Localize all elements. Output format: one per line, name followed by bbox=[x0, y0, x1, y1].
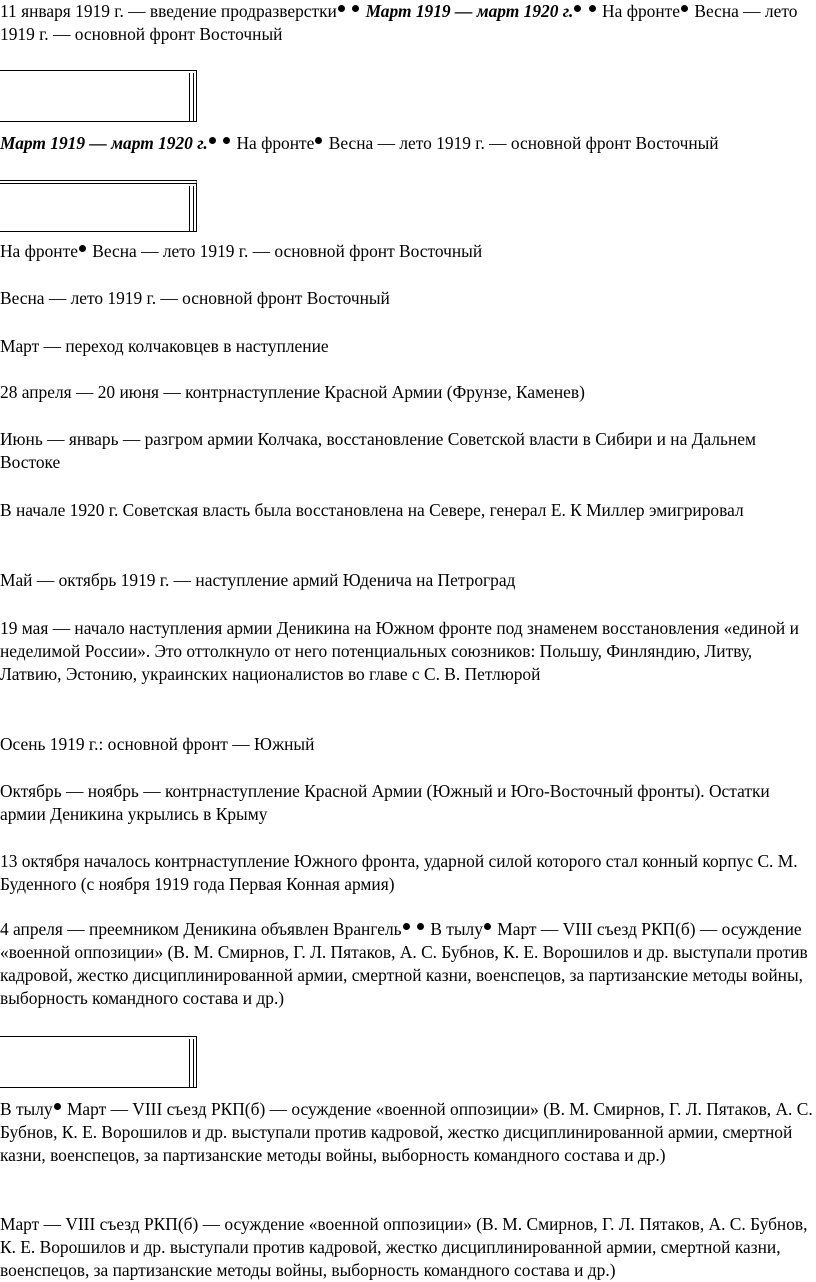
paragraph: В начале 1920 г. Советская власть была восстановлена на Севере, генерал Е. К Миллер эмигрировал bbox=[0, 500, 744, 520]
diagram-box bbox=[0, 180, 197, 232]
bullet-icon bbox=[54, 1103, 61, 1110]
paragraph: 19 мая — начало наступления армии Деникина на Южном фронте под знаменем восстановления «единой и неделимой России». Это оттолкнуло от него потенциальных союзников: Польшу, Финляндию, Литву, Латвию, Эстонию, украинских националистов во главе с С. В. Петлюрой bbox=[0, 618, 799, 684]
paragraph: Осень 1919 г.: основной фронт — Южный bbox=[0, 734, 315, 754]
bullet-icon bbox=[352, 5, 359, 12]
bullet-icon bbox=[417, 923, 424, 930]
bullet-icon bbox=[484, 923, 491, 930]
header-line-2: Март 1919 — март 1920 г. На фронте Весна — лето 1919 г. — основной фронт Восточный bbox=[0, 133, 719, 153]
paragraph: Весна — лето 1919 г. — основной фронт Восточный bbox=[0, 288, 390, 308]
paragraph: 4 апреля — преемником Деникина объявлен Врангель В тылу Март — VIII съезд РКП(б) — осуждение «военной оппозиции» (В. М. Смирнов, Г. Л. Пятаков, А. С. Бубнов, К. Е. Ворошилов и др. выступали против кадровой, жестко дисциплинированной армии, смертной казни, военспецов, за партизанские методы войны, выборность командного состава и др.) bbox=[0, 919, 808, 1008]
paragraph: Октябрь — ноябрь — контрнаступление Красной Армии (Южный и Юго-Восточный фронты). Остатки армии Деникина укрылись в Крыму bbox=[0, 781, 770, 824]
paragraph: В тылу Март — VIII съезд РКП(б) — осуждение «военной оппозиции» (В. М. Смирнов, Г. Л. Пятаков, А. С. Бубнов, К. Е. Ворошилов и др. выступали против кадровой, жестко дисциплинированной армии, смертной казни, военспецов, за партизанские методы войны, выборность командного состава и др.) bbox=[0, 1099, 813, 1165]
bullet-icon bbox=[315, 137, 322, 144]
bullet-icon bbox=[223, 137, 230, 144]
diagram-box bbox=[0, 1036, 197, 1088]
paragraph: Июнь — январь — разгром армии Колчака, восстановление Советской власти в Сибири и на Дальнем Востоке bbox=[0, 429, 757, 472]
bullet-icon bbox=[574, 5, 581, 12]
bullet-icon bbox=[403, 923, 410, 930]
header-line-1: 11 января 1919 г. — введение продразверстки Март 1919 — март 1920 г. На фронте Весна — лето 1919 г. — основной фронт Восточный bbox=[0, 1, 798, 44]
bullet-icon bbox=[209, 137, 216, 144]
paragraph: 13 октября началось контрнаступление Южного фронта, ударной силой которого стал конный корпус С. М. Буденного (с ноября 1919 года Первая Конная армия) bbox=[0, 851, 798, 894]
bullet-icon bbox=[338, 5, 345, 12]
diagram-box bbox=[0, 70, 197, 122]
bullet-icon bbox=[589, 5, 596, 12]
bullet-icon bbox=[681, 5, 688, 12]
header-line-3: На фронте Весна — лето 1919 г. — основной фронт Восточный bbox=[0, 241, 483, 261]
paragraph: Март — VIII съезд РКП(б) — осуждение «военной оппозиции» (В. М. Смирнов, Г. Л. Пятаков, А. С. Бубнов, К. Е. Ворошилов и др. выступали против кадровой, жестко дисциплинированной армии, смертной казни, военспецов, за партизанские методы войны, выборность командного состава и др.) bbox=[0, 1214, 808, 1280]
paragraph: Май — октябрь 1919 г. — наступление армий Юденича на Петроград bbox=[0, 570, 516, 590]
paragraph: 28 апреля — 20 июня — контрнаступление Красной Армии (Фрунзе, Каменев) bbox=[0, 382, 585, 402]
bullet-icon bbox=[79, 245, 86, 252]
paragraph: Март — переход колчаковцев в наступление bbox=[0, 336, 329, 356]
